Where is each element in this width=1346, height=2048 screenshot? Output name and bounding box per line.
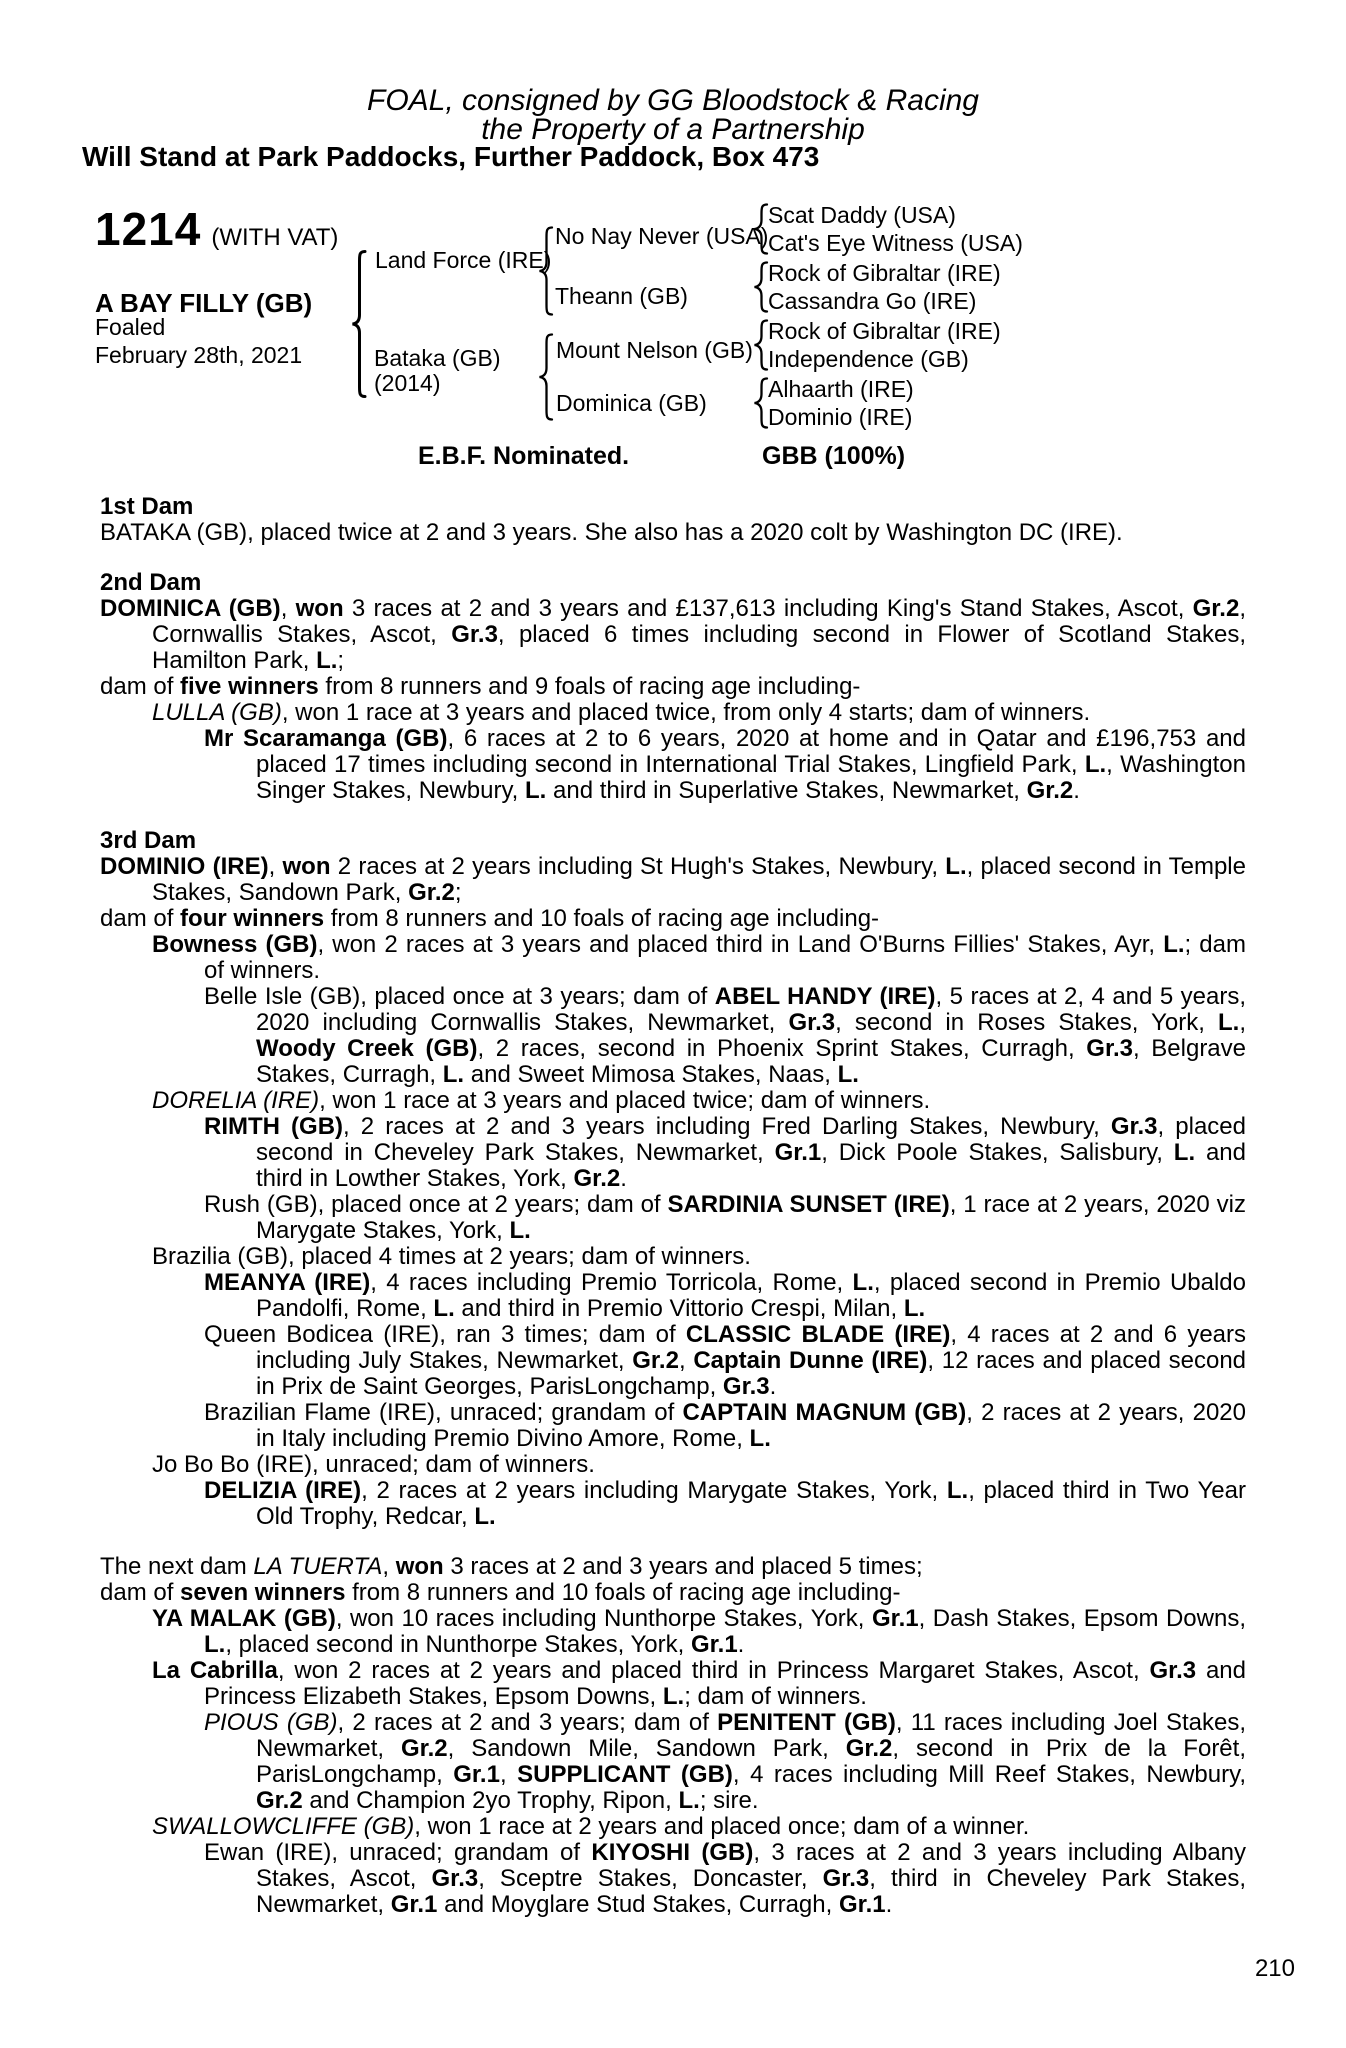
pedigree-paragraph [100,1710,1246,1814]
text-run: L. [1217,1009,1240,1036]
text-run: , 4 races including Mill Reef Stakes, Newbury, [732,1761,1246,1788]
text-run: PIOUS (GB) [204,1709,338,1736]
text-run: four winners [180,905,325,932]
pedigree-paragraph [100,1580,1246,1606]
pedigree-paragraph [100,1244,1246,1270]
text-run: RIMTH (GB) [204,1113,344,1140]
text-run: L. [204,1631,226,1658]
pedigree-paragraph [100,674,1246,700]
text-run: 3 races at 2 and 3 years and £137,613 including King's Stand Stakes, Ascot, [343,595,1193,622]
sire-dam-dam-name: Cassandra Go (IRE) [768,288,977,314]
text-run: Gr.1 [690,1631,738,1658]
foaled-date: February 28th, 2021 [95,342,303,368]
text-run: , [280,595,296,622]
dam-name: Bataka (GB) [374,345,501,371]
dam-section [100,828,1246,1530]
text-run: ; dam of winners. [204,931,1246,984]
text-run: and Sweet Mimosa Stakes, Naas, [464,1061,838,1088]
text-run: Brazilia (GB), placed 4 times at 2 years; dam of winners. [152,1243,751,1270]
pedigree-paragraph [100,700,1246,726]
pedigree-paragraph [100,1114,1246,1192]
text-run: , placed second in Premio Ubaldo Pandolfi, Rome, [256,1269,1247,1322]
dam-dam-name: Dominica (GB) [556,390,707,416]
text-run: ; [454,879,462,906]
text-run: Gr.1 [453,1761,500,1788]
text-run: L. [662,1683,685,1710]
text-run: Brazilian Flame (IRE), unraced; grandam of [204,1399,683,1426]
text-run: Gr.3 [722,1373,770,1400]
text-run: L. [945,853,967,880]
text-run: seven winners [180,1579,346,1606]
text-run: , 4 races including Premio Torricola, Rome, [370,1269,853,1296]
text-run: Gr.3 [1149,1657,1197,1684]
text-run: L. [1163,931,1185,958]
text-run: Queen Bodicea (IRE), ran 3 times; dam of [204,1321,686,1348]
text-run: The next dam [100,1553,254,1580]
text-run: , second in Prix de la Forêt, ParisLongchamp, [256,1735,1246,1788]
text-run: . [737,1631,745,1658]
text-run: LA TUERTA [253,1553,383,1580]
pedigree-brace-dam [538,333,554,421]
text-run: L. [852,1269,874,1296]
pedigree-paragraph [100,1400,1246,1452]
text-run: Gr.3 [1086,1035,1133,1062]
text-run: L. [316,647,338,674]
text-run: , Sceptre Stakes, Doncaster, [478,1865,823,1892]
foaled-label: Foaled [95,314,166,340]
text-run: La Cabrilla [152,1657,278,1684]
text-run: , 5 races at 2, 4 and 5 years, 2020 including Cornwallis Stakes, Newmarket, [256,983,1246,1036]
text-run: , 11 races including Joel Stakes, Newmarket, [256,1709,1246,1762]
text-run: DOMINIO (IRE) [100,853,269,880]
stand-location-line: Will Stand at Park Paddocks, Further Paddock, Box 473 [82,141,820,172]
text-run: , placed third in Two Year Old Trophy, Redcar, [256,1477,1246,1530]
text-run: , Dash Stakes, Epsom Downs, [918,1605,1246,1632]
text-run: dam of [100,1579,181,1606]
text-run: Ewan (IRE), unraced; grandam of [204,1839,592,1866]
text-run: , [382,1553,396,1580]
text-run: L. [946,1477,969,1504]
text-run: , 1 race at 2 years, 2020 viz Marygate Stakes, York, [256,1191,1246,1244]
sire-sire-name: No Nay Never (USA) [555,223,769,249]
text-run: Belle Isle (GB), placed once at 3 years; dam of [204,983,715,1010]
text-run: L. [509,1217,531,1244]
text-run: SARDINIA SUNSET (IRE) [667,1191,950,1218]
text-run: , won 2 races at 3 years and placed third in Land O'Burns Fillies' Stakes, Ayr, [317,931,1164,958]
text-run: Rush (GB), placed once at 2 years; dam of [204,1191,668,1218]
text-run: Gr.2 [400,1735,448,1762]
dam-section [100,1554,1246,1918]
text-run: , Belgrave Stakes, Curragh, [256,1035,1247,1088]
text-run: and Moyglare Stud Stakes, Curragh, [437,1891,839,1918]
text-run: Gr.2 [1192,595,1240,622]
text-run: Gr.3 [1110,1113,1158,1140]
text-run: L. [1173,1139,1196,1166]
pedigree-paragraph [100,854,1246,906]
text-run: BATAKA (GB), placed twice at 2 and 3 years. She also has a 2020 colt by Washington DC (IRE). [100,519,1123,546]
text-run: , 2 races at 2 and 3 years including Fred Darling Stakes, Newbury, [343,1113,1111,1140]
text-run: five winners [180,673,319,700]
text-run: Gr.2 [256,1787,303,1814]
sire-sire-sire-name: Scat Daddy (USA) [768,202,956,228]
dam-section-heading: 3rd Dam [100,827,197,854]
text-run: L. [903,1295,926,1322]
text-run: and third in Superlative Stakes, Newmarket, [546,777,1027,804]
text-run: , placed second in Cheveley Park Stakes, Newmarket, [256,1113,1246,1166]
dam-sire-name: Mount Nelson (GB) [556,337,753,363]
text-run: , Sandown Mile, Sandown Park, [447,1735,846,1762]
text-run: Woody Creek (GB) [256,1035,478,1062]
text-run: dam of [100,905,181,932]
text-run: from 8 runners and 10 foals of racing age including- [345,1579,901,1606]
text-run: , [268,853,283,880]
text-run: KIYOSHI (GB) [591,1839,754,1866]
pedigree-brace-main [351,250,367,398]
text-run: Gr.2 [1026,777,1074,804]
text-run: dam of [100,673,181,700]
pedigree-paragraph [100,726,1246,804]
text-run: , 2 races at 2 years, 2020 in Italy including Premio Divino Amore, Rome, [256,1399,1246,1452]
text-run: Gr.3 [431,1865,479,1892]
sire-sire-dam-name: Cat's Eye Witness (USA) [768,230,1023,256]
text-run: , 6 races at 2 to 6 years, 2020 at home and in Qatar and £196,753 and placed 17 times including second in International Trial Stakes, Lingfield Park, [256,725,1246,778]
text-run: , placed second in Nunthorpe Stakes, York, [225,1631,691,1658]
text-run: won [295,595,344,622]
text-run: L. [525,777,547,804]
text-run: ABEL HANDY (IRE) [714,983,936,1010]
text-run: ; dam of winners. [684,1683,867,1710]
text-run: . [769,1373,777,1400]
text-run: Gr.1 [390,1891,438,1918]
text-run: L. [442,1061,465,1088]
pedigree-paragraph [100,1270,1246,1322]
text-run: L. [1084,751,1107,778]
text-run: Captain Dunne (IRE) [693,1347,928,1374]
lot-line [95,203,339,255]
text-run: L. [749,1425,771,1452]
text-run: Gr.3 [822,1865,870,1892]
text-run: Bowness (GB) [152,931,318,958]
pedigree-text [100,494,1246,1918]
pedigree-paragraph [100,1088,1246,1114]
text-run: , won 10 races including Nunthorpe Stakes, York, [335,1605,872,1632]
text-run: L. [678,1787,700,1814]
text-run: ; [337,647,345,674]
text-run: SUPPLICANT (GB) [517,1761,733,1788]
text-run: PENITENT (GB) [717,1709,896,1736]
sire-name: Land Force (IRE) [375,247,552,273]
pedigree-paragraph [100,1192,1246,1244]
text-run: , 3 races at 2 and 3 years including Albany Stakes, Ascot, [256,1839,1247,1892]
text-run: DELIZIA (IRE) [204,1477,362,1504]
dam-dam-dam-name: Dominio (IRE) [768,404,913,430]
text-run: Gr.1 [838,1891,886,1918]
pedigree-paragraph [100,1452,1246,1478]
text-run: , [499,1761,518,1788]
text-run: , 4 races at 2 and 6 years including July Stakes, Newmarket, [256,1321,1247,1374]
text-run: ; sire. [699,1787,759,1814]
text-run: , 12 races and placed second in Prix de Saint Georges, ParisLongchamp, [256,1347,1247,1400]
text-run: . [885,1891,893,1918]
pedigree-paragraph [100,1554,1246,1580]
dam-year: (2014) [374,370,441,396]
text-run: MEANYA (IRE) [204,1269,371,1296]
text-run: Jo Bo Bo (IRE), unraced; dam of winners. [152,1451,595,1478]
text-run: , Cornwallis Stakes, Ascot, [152,595,1246,648]
text-run: CLASSIC BLADE (IRE) [685,1321,951,1348]
pedigree-paragraph [100,1840,1246,1918]
text-run: . [1073,777,1080,804]
page-number: 210 [1254,1955,1295,1982]
property-line: the Property of a Partnership [481,113,865,146]
text-run: Gr.1 [774,1139,822,1166]
dam-sire-dam-name: Independence (GB) [768,346,969,372]
text-run: DOMINICA (GB) [100,595,281,622]
text-run: , won 1 race at 3 years and placed twice, from only 4 starts; dam of winners. [281,699,1091,726]
text-run: LULLA (GB) [152,699,282,726]
text-run: , second in Roses Stakes, York, [835,1009,1218,1036]
dam-dam-sire-name: Alhaarth (IRE) [768,376,914,402]
text-run: Gr.2 [408,879,455,906]
lot-description: A BAY FILLY (GB) [95,288,313,318]
text-run: DORELIA (IRE) [152,1087,320,1114]
pedigree-paragraph [100,1814,1246,1840]
text-run: , 2 races, second in Phoenix Sprint Stakes, Curragh, [477,1035,1087,1062]
dam-sire-sire-name: Rock of Gibraltar (IRE) [768,318,1001,344]
pedigree-brace-sire-dam [753,261,769,313]
text-run: L. [433,1295,455,1322]
text-run: , 2 races at 2 and 3 years; dam of [337,1709,718,1736]
text-run: Mr Scaramanga (GB) [204,725,448,752]
sire-dam-sire-name: Rock of Gibraltar (IRE) [768,260,1001,286]
text-run: , won 1 race at 2 years and placed once; dam of a winner. [414,1813,1030,1840]
text-run: won [282,853,331,880]
text-run: and Princess Elizabeth Stakes, Epsom Downs, [204,1657,1246,1710]
text-run: CAPTAIN MAGNUM (GB) [682,1399,967,1426]
pedigree-paragraph [100,1658,1246,1710]
text-run: Gr.2 [573,1165,621,1192]
text-run: Gr.1 [871,1605,919,1632]
pedigree-brace-dam-sire [753,319,769,371]
text-run: 3 races at 2 and 3 years and placed 5 times; [443,1553,923,1580]
text-run: , [678,1347,694,1374]
ebf-nomination-label: E.B.F. Nominated. [418,442,630,470]
text-run: 2 races at 2 years including St Hugh's Stakes, Newbury, [330,853,946,880]
text-run: Gr.3 [788,1009,836,1036]
dam-section-heading: 2nd Dam [100,569,202,596]
text-run: Gr.3 [451,621,498,648]
pedigree-paragraph [100,906,1246,932]
text-run: , third in Cheveley Park Stakes, Newmarket, [256,1865,1246,1918]
text-run: , Dick Poole Stakes, Salisbury, [821,1139,1174,1166]
pedigree-paragraph [100,984,1246,1088]
pedigree-paragraph [100,1606,1246,1658]
pedigree-paragraph [100,520,1246,546]
text-run: Gr.2 [632,1347,679,1374]
text-run: and third in Premio Vittorio Crespi, Milan, [454,1295,904,1322]
text-run: and third in Lowther Stakes, York, [256,1139,1247,1192]
dam-section [100,494,1246,546]
dam-section [100,570,1246,804]
text-run: . [620,1165,627,1192]
text-run: , Washington Singer Stakes, Newbury, [256,751,1246,804]
text-run: and Champion 2yo Trophy, Ripon, [302,1787,679,1814]
text-run: YA MALAK (GB) [152,1605,336,1632]
gbb-label: GBB (100%) [762,442,906,470]
text-run: Gr.2 [845,1735,893,1762]
dam-section-heading: 1st Dam [100,493,194,520]
text-run: , 2 races at 2 years including Marygate Stakes, York, [361,1477,947,1504]
text-run: won [395,1553,444,1580]
text-run: from 8 runners and 10 foals of racing age including- [324,905,880,932]
pedigree-brace-dam-dam [753,377,769,429]
text-run: from 8 runners and 9 foals of racing age including- [318,673,861,700]
text-run: , [1239,1009,1246,1036]
pedigree-paragraph [100,596,1246,674]
text-run: , won 1 race at 3 years and placed twice; dam of winners. [319,1087,931,1114]
text-run: L. [474,1503,496,1530]
text-run: SWALLOWCLIFFE (GB) [152,1813,415,1840]
lot-number: 1214 [95,203,202,255]
pedigree-paragraph [100,1322,1246,1400]
consignor-line: FOAL, consigned by GG Bloodstock & Racing [367,84,979,117]
lot-vat-note: (WITH VAT) [211,224,339,251]
pedigree-paragraph [100,932,1246,984]
text-run: L. [837,1061,859,1088]
text-run: , placed 6 times including second in Flower of Scotland Stakes, Hamilton Park, [152,621,1246,674]
sire-dam-name: Theann (GB) [555,283,688,309]
pedigree-paragraph [100,1478,1246,1530]
text-run: , won 2 races at 2 years and placed third in Princess Margaret Stakes, Ascot, [277,1657,1150,1684]
text-run: , placed second in Temple Stakes, Sandown Park, [152,853,1246,906]
